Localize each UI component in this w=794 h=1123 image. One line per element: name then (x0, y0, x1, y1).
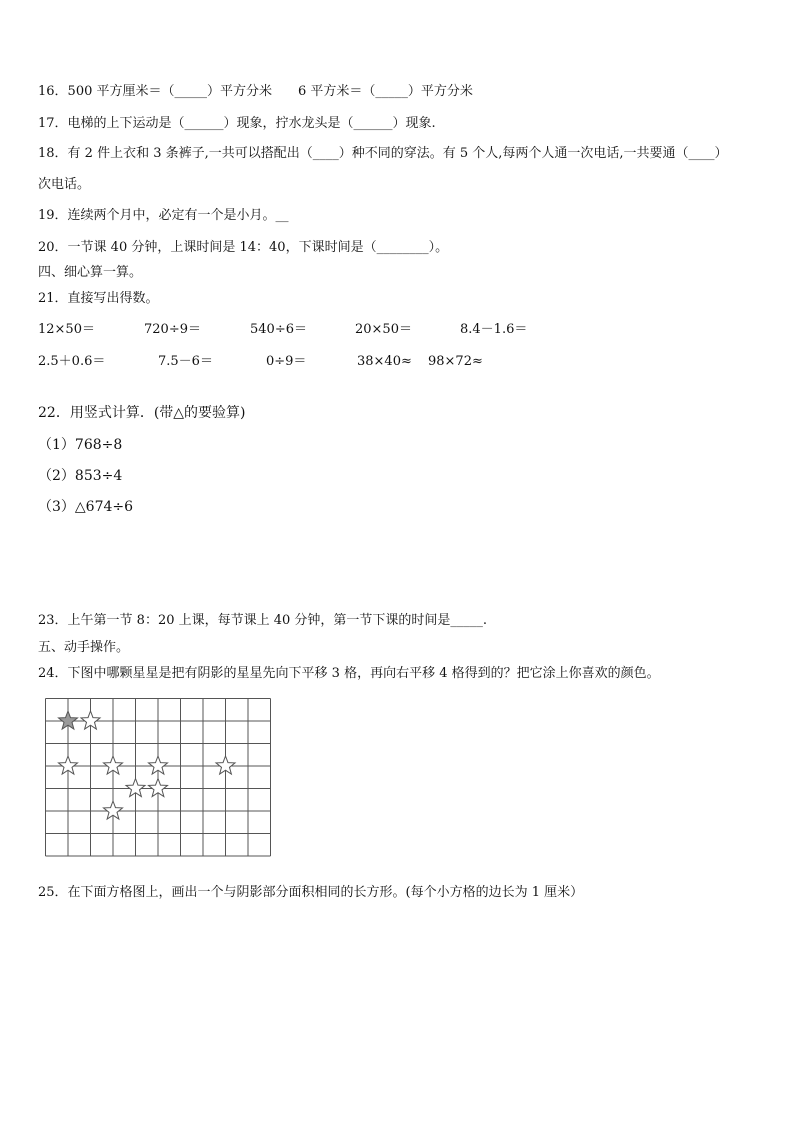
question-22: 22．用竖式计算．(带△的要验算) (38, 405, 246, 421)
calc-item: 98×72≈ (428, 354, 483, 369)
question-16: 16．500 平方厘米＝（_____）平方分米 6 平方米＝（_____）平方分米 (38, 84, 473, 99)
question-24: 24．下图中哪颗星星是把有阴影的星星先向下平移 3 格，再向右平移 4 格得到的？把它涂上你喜欢的颜色。 (38, 666, 660, 681)
calc-item: 12×50＝ (38, 322, 95, 337)
question-17: 17．电梯的上下运动是（______）现象，拧水龙头是（______）现象. (38, 116, 436, 131)
question-18-line-2: 次电话。 (38, 177, 91, 192)
calc-item: 2.5＋0.6＝ (38, 354, 106, 369)
calc-item: 20×50＝ (355, 322, 412, 337)
question-25: 25．在下面方格图上，画出一个与阴影部分面积相同的长方形。(每个小方格的边长为 1 厘米） (38, 885, 584, 900)
section-4-heading: 四、细心算一算。 (38, 265, 143, 280)
calc-item: 0÷9＝ (266, 354, 307, 369)
question-22-item: （2）853÷4 (38, 468, 123, 484)
question-21: 21．直接写出得数。 (38, 291, 159, 306)
calc-item: 38×40≈ (357, 354, 412, 369)
question-22-item: （1）768÷8 (38, 437, 123, 453)
calc-item: 7.5－6＝ (158, 354, 213, 369)
calc-item: 540÷6＝ (250, 322, 307, 337)
question-22-item: （3）△674÷6 (38, 499, 134, 515)
question-18-line-1: 18．有 2 件上衣和 3 条裤子,一共可以搭配出（____）种不同的穿法。有 5 个人,每两个人通一次电话,一共要通（____） (38, 146, 728, 161)
question-23: 23．上午第一节 8：20 上课，每节课上 40 分钟，第一节下课的时间是_____. (38, 613, 488, 628)
question-20: 20．一节课 40 分钟，上课时间是 14：40，下课时间是（________）。 (38, 240, 449, 255)
calc-item: 8.4－1.6＝ (460, 322, 528, 337)
question-19: 19．连续两个月中，必定有一个是小月。__ (38, 208, 289, 223)
section-5-heading: 五、动手操作。 (38, 640, 130, 655)
calc-item: 720÷9＝ (144, 322, 201, 337)
star-grid-figure (44, 697, 274, 869)
